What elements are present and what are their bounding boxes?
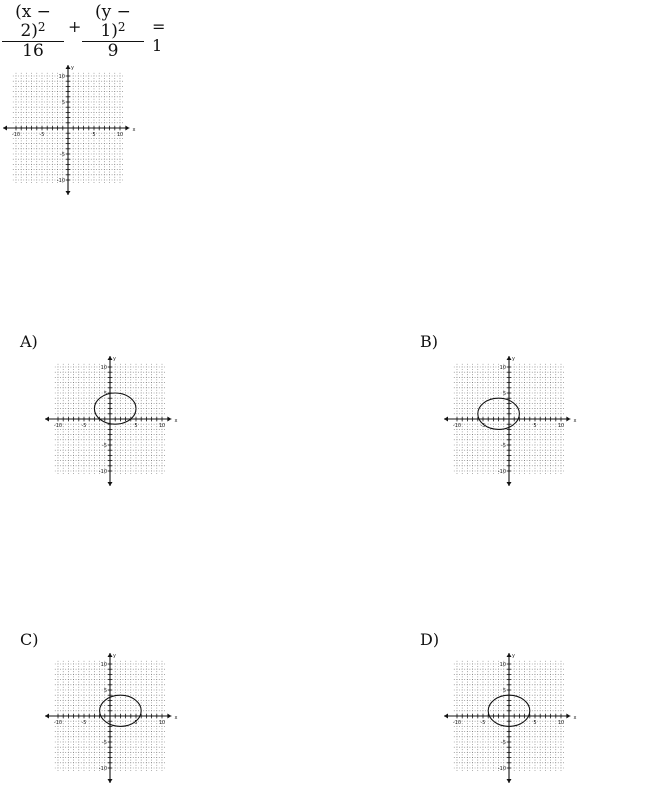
exponent-1: 2: [37, 20, 46, 34]
option-c-graph: [42, 650, 182, 786]
x-axis-arrow-right: [125, 126, 129, 131]
coordinate-plane: [42, 353, 182, 489]
x-axis-arrow-right: [566, 417, 570, 422]
x-tick-label: -5: [39, 132, 45, 138]
fraction-2-numerator: [82, 3, 144, 42]
blank-graph: [0, 62, 140, 198]
fraction-2-denominator: 9: [107, 41, 119, 61]
exponent-2: 2: [117, 20, 126, 34]
option-c-label: C): [20, 630, 39, 649]
fraction-1-denominator: 16: [22, 41, 44, 61]
x-tick-label: 10: [116, 132, 124, 138]
x-axis-arrow-right: [167, 417, 171, 422]
y-axis-label: y: [113, 653, 116, 659]
y-tick-label: -10: [497, 766, 506, 772]
x-tick-label: -5: [480, 423, 486, 429]
y-tick-label: 10: [100, 662, 107, 668]
y-tick-label: -10: [56, 178, 65, 184]
y-axis-label: y: [512, 356, 515, 362]
y-tick-label: -5: [102, 740, 107, 746]
option-d-label: D): [420, 630, 440, 649]
fraction-2-numerator-text: (y − 1): [95, 2, 131, 41]
y-axis-arrow-up: [66, 65, 71, 69]
option-d-graph: [441, 650, 581, 786]
fraction-1-numerator-text: (x − 2): [15, 2, 51, 41]
y-tick-label: -5: [501, 740, 506, 746]
x-axis-label: x: [174, 715, 178, 721]
coordinate-plane: [0, 62, 140, 198]
x-axis-arrow-left: [45, 417, 49, 422]
option-a-graph: [42, 353, 182, 489]
y-tick-label: 5: [502, 688, 506, 694]
x-tick-label: 5: [92, 132, 96, 138]
option-a-label: A): [20, 332, 38, 351]
x-axis-arrow-right: [566, 714, 570, 719]
y-tick-label: -5: [102, 443, 107, 449]
y-tick-label: 5: [502, 391, 506, 397]
y-axis-arrow-up: [108, 356, 113, 360]
y-axis-arrow-down: [108, 482, 113, 486]
y-tick-label: 5: [103, 391, 107, 397]
x-axis-arrow-left: [444, 714, 448, 719]
y-tick-label: -5: [60, 152, 65, 158]
y-tick-label: 5: [103, 688, 107, 694]
y-tick-label: 10: [58, 74, 65, 80]
fraction-2: [82, 3, 144, 61]
x-tick-label: -10: [53, 720, 63, 726]
x-tick-label: 10: [158, 423, 166, 429]
x-tick-label: -5: [81, 720, 87, 726]
x-tick-label: 10: [158, 720, 166, 726]
y-axis-arrow-up: [507, 356, 512, 360]
y-axis-arrow-down: [108, 779, 113, 783]
x-axis-arrow-right: [167, 714, 171, 719]
x-axis-arrow-left: [45, 714, 49, 719]
x-tick-label: 5: [134, 720, 138, 726]
y-axis-arrow-down: [66, 191, 71, 195]
y-axis-label: y: [113, 356, 116, 362]
x-tick-label: -10: [452, 423, 462, 429]
x-axis-arrow-left: [444, 417, 448, 422]
y-axis-arrow-down: [507, 779, 512, 783]
x-tick-label: -5: [81, 423, 87, 429]
fraction-1-numerator: [2, 3, 64, 42]
fraction-1: [2, 3, 64, 61]
x-tick-label: 10: [557, 423, 565, 429]
y-tick-label: -10: [98, 766, 107, 772]
y-tick-label: -5: [501, 443, 506, 449]
option-b-graph: [441, 353, 581, 489]
y-axis-arrow-up: [507, 653, 512, 657]
plus-sign: +: [68, 17, 82, 36]
y-tick-label: -10: [98, 469, 107, 475]
x-tick-label: -10: [53, 423, 63, 429]
coordinate-plane: [441, 353, 581, 489]
x-axis-arrow-left: [3, 126, 7, 131]
x-tick-label: 5: [134, 423, 138, 429]
x-tick-label: 10: [557, 720, 565, 726]
coordinate-plane: [441, 650, 581, 786]
y-axis-label: y: [71, 65, 74, 71]
x-tick-label: 5: [533, 720, 537, 726]
y-tick-label: 10: [499, 365, 506, 371]
coordinate-plane: [42, 650, 182, 786]
y-tick-label: 10: [100, 365, 107, 371]
option-b-label: B): [420, 332, 438, 351]
x-tick-label: -10: [452, 720, 462, 726]
y-tick-label: -10: [497, 469, 506, 475]
y-tick-label: 5: [61, 100, 65, 106]
y-axis-arrow-down: [507, 482, 512, 486]
x-axis-label: x: [573, 418, 577, 424]
y-tick-label: 10: [499, 662, 506, 668]
x-axis-label: x: [573, 715, 577, 721]
equals-one: = 1: [152, 17, 166, 55]
y-axis-arrow-up: [108, 653, 113, 657]
x-axis-label: x: [174, 418, 178, 424]
x-tick-label: -10: [11, 132, 21, 138]
x-tick-label: 5: [533, 423, 537, 429]
x-axis-label: x: [132, 127, 136, 133]
x-tick-label: -5: [480, 720, 486, 726]
y-axis-label: y: [512, 653, 515, 659]
